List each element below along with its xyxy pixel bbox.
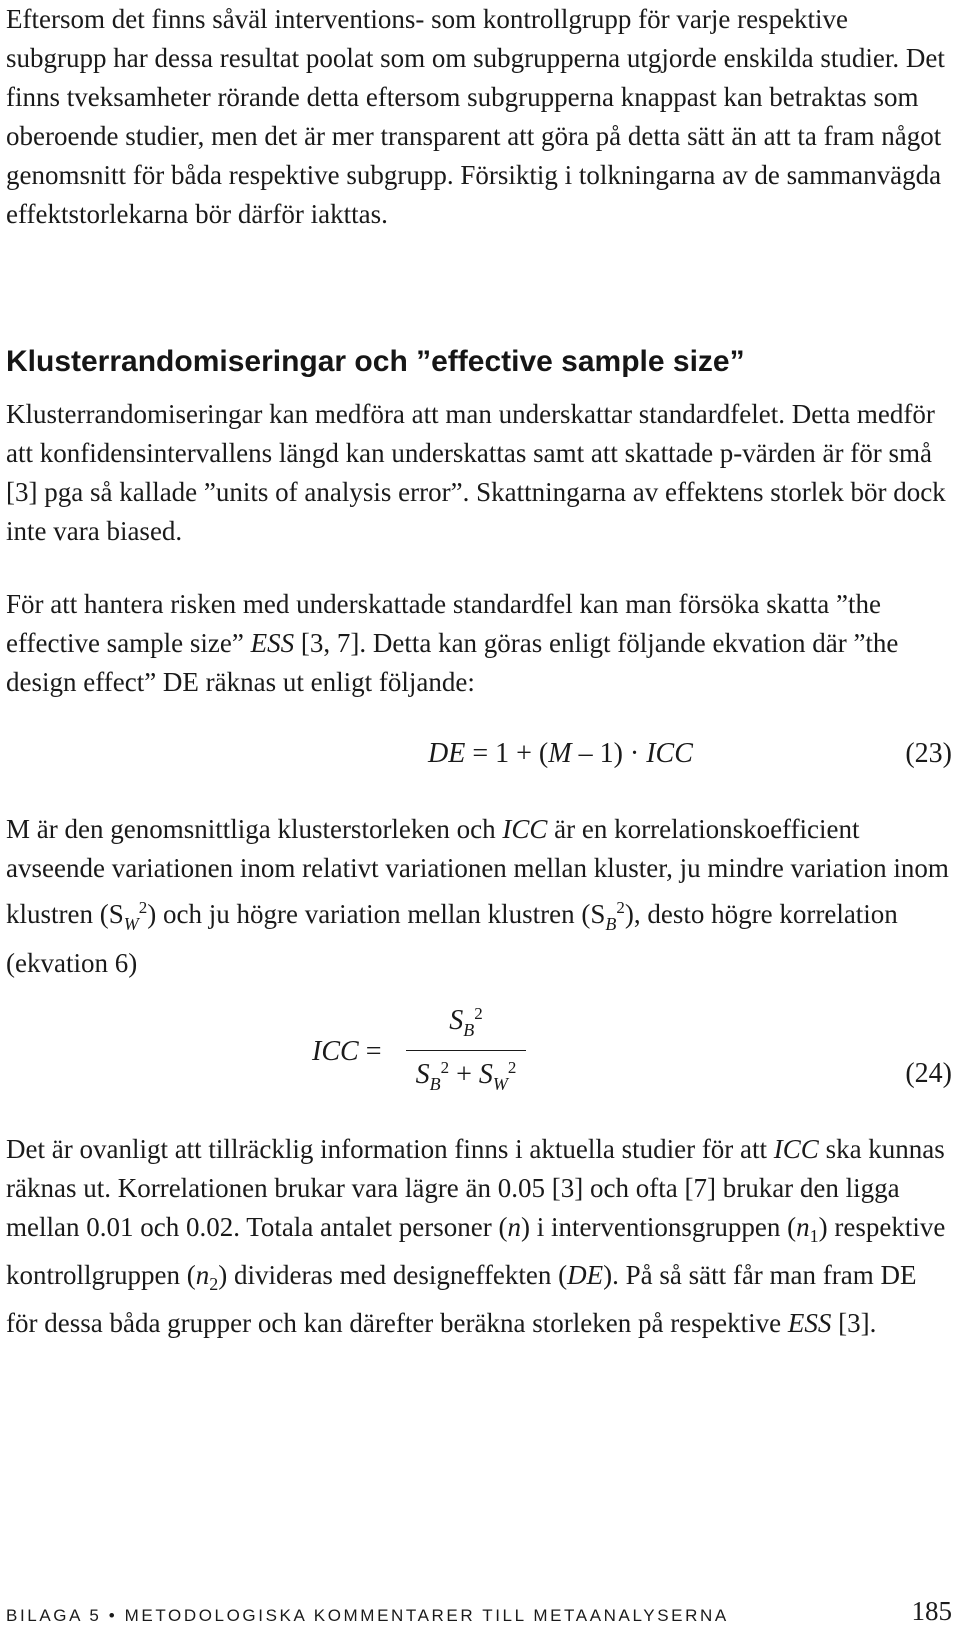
equation-23 <box>0 738 960 778</box>
equals-sign: = <box>358 1036 382 1067</box>
icc-symbol: ICC <box>312 1036 359 1067</box>
text-run: [3, 7]. Detta kan göras enligt följande ekvation där ”the design effect” DE räknas ut enligt följande: <box>6 628 899 697</box>
page-number: 185 <box>911 1596 952 1626</box>
equation-number: (24) <box>905 1058 952 1089</box>
text-run: För att hantera risken med underskattade standardfel kan man försöka skatta ”the effective sample size” <box>6 589 881 658</box>
text-run: Det är ovanligt att tillräcklig information finns i aktuella studier för att <box>6 1134 774 1164</box>
equation-24 <box>0 1000 960 1120</box>
fraction-numerator <box>406 1004 526 1041</box>
equation-text: = 1 + ( <box>465 738 549 769</box>
superscript-2: 2 <box>507 1058 517 1077</box>
equation-number: (23) <box>905 738 952 769</box>
text-run: ) divideras med designeffekten ( <box>218 1260 568 1290</box>
de-symbol: DE <box>428 738 466 769</box>
superscript-2: 2 <box>474 1004 483 1023</box>
running-footer: BILAGA 5 • METODOLOGISKA KOMMENTARER TILL METAANALYSERNA <box>6 1606 729 1625</box>
text-run: är en korrelationskoefficient avseende variationen inom relativt variationen mellan kluster, ju mindre variation inom klustren (S <box>6 814 949 929</box>
equation-text: – 1) · <box>571 738 647 769</box>
ess-symbol: ESS <box>787 1308 832 1338</box>
section-heading: Klusterrandomiseringar och ”effective sample size” <box>6 345 745 378</box>
text-run: ), desto högre korrelation (ekvation 6) <box>6 899 898 978</box>
de-symbol: DE <box>567 1260 604 1290</box>
icc-symbol: ICC <box>646 738 693 769</box>
subscript-w: W <box>492 1074 508 1094</box>
superscript-2: 2 <box>138 898 148 917</box>
subscript-w: W <box>123 914 139 934</box>
paragraph-cluster-randomization: Klusterrandomiseringar kan medföra att man underskattar standardfelet. Detta medför att konfidensintervallens längd kan underskattas samt att skattade p-värden är för små [3] pga så kallade ”units of analysis error”. Skattningarna av effektens storlek bör dock inte vara biased. <box>6 399 946 546</box>
m-symbol: M <box>548 738 572 769</box>
paragraph-icc-definition <box>6 810 954 983</box>
paragraph-effective-sample-size <box>6 585 954 702</box>
paragraph-icc-values <box>6 1130 954 1343</box>
text-run: ) respektive kontrollgruppen ( <box>6 1212 946 1290</box>
icc-symbol: ICC <box>773 1134 819 1164</box>
text-run: ska kunnas räknas ut. Korrelationen brukar vara lägre än 0.05 [3] och ofta [7] brukar den ligga mellan 0.01 och 0.02. Totala antalet personer ( <box>6 1134 945 1242</box>
equation-24-lhs <box>312 1036 381 1068</box>
text-run: ) i interventionsgruppen ( <box>520 1212 797 1242</box>
s-symbol: S <box>449 1005 464 1036</box>
ess-symbol: ESS <box>250 628 295 658</box>
fraction-bar <box>406 1050 526 1051</box>
subscript-b: B <box>605 914 617 934</box>
subscript-1: 1 <box>809 1226 819 1246</box>
fraction-denominator <box>406 1058 526 1095</box>
text-run: M är den genomsnittliga klusterstorleken och <box>6 814 503 844</box>
subscript-b: B <box>463 1020 475 1040</box>
superscript-2: 2 <box>440 1058 450 1077</box>
n-symbol: n <box>507 1212 521 1242</box>
text-run: ). På så sätt får man fram DE för dessa båda grupper och kan därefter beräkna storleken på respektive <box>6 1260 917 1338</box>
s-symbol: S <box>478 1059 493 1090</box>
subscript-b: B <box>429 1074 441 1094</box>
text-run: ) och ju högre variation mellan klustren (S <box>147 899 606 929</box>
n-symbol: n <box>195 1260 210 1290</box>
subscript-2: 2 <box>209 1274 219 1294</box>
equation-23-expression <box>428 738 693 770</box>
text-run: [3]. <box>831 1308 877 1338</box>
plus-sign: + <box>449 1059 479 1090</box>
superscript-2: 2 <box>616 898 625 917</box>
paragraph-pooling-subgroups: Eftersom det finns såväl interventions- som kontrollgrupp för varje respektive subgrupp har dessa resultat poolat som om subgrupperna utgjorde enskilda studier. Det finns tveksamheter rörande detta eftersom subgrupperna knappast kan betraktas som oberoende studier, men det är mer transparent att göra på detta sätt än att ta fram något genomsnitt för båda respektive subgrupp. Försiktig i tolkningarna av de sammanvägda effektstorlekarna bör därför iakttas. <box>6 4 945 229</box>
icc-symbol: ICC <box>502 814 548 844</box>
s-symbol: S <box>415 1059 430 1090</box>
n-symbol: n <box>796 1212 810 1242</box>
